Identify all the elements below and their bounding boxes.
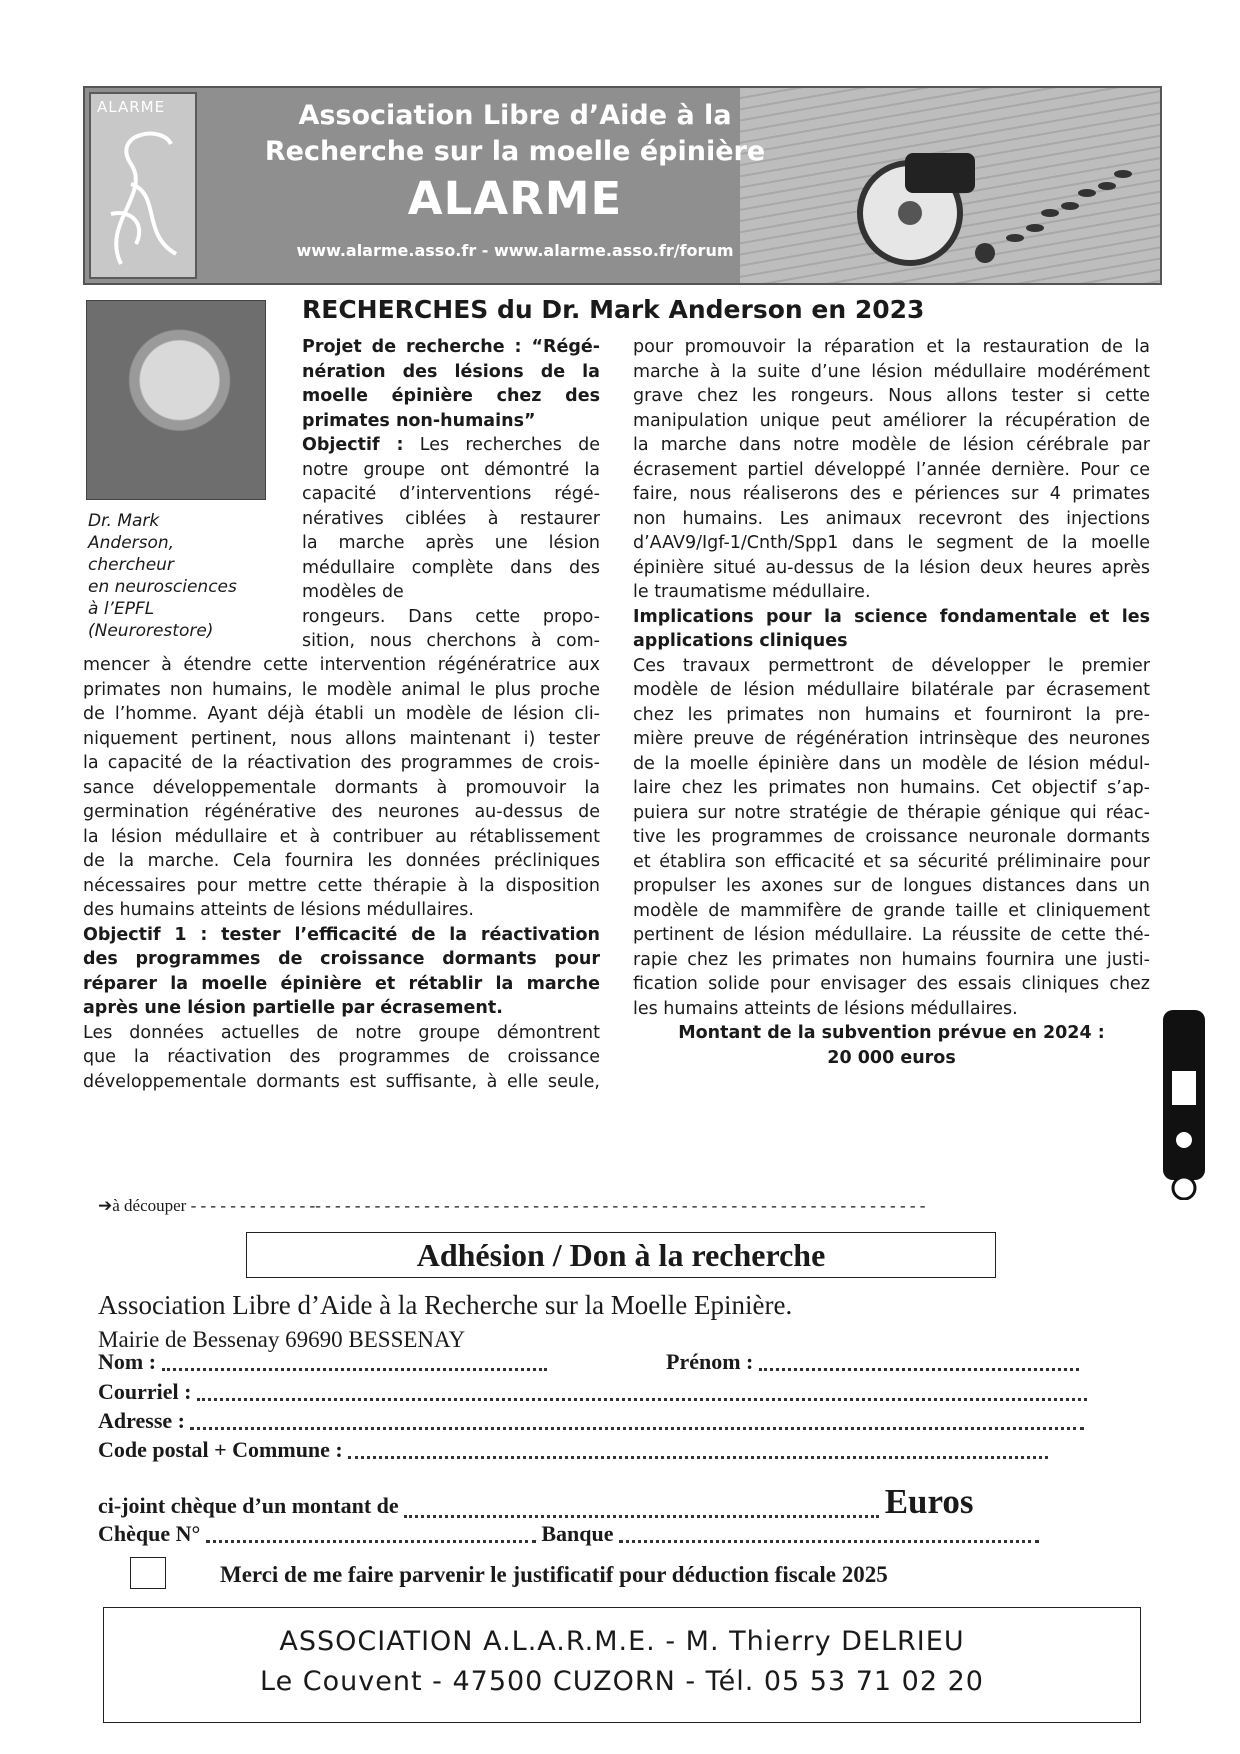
banner-line-2: Recherche sur la moelle épinière [264,136,766,167]
cheque-number-row [98,1521,1039,1549]
article-line: et établira son efficacité et sa sécurité préliminaire pour [633,851,1150,872]
cut-label: ➔à découper [98,1196,187,1215]
article-line: modèles de [302,582,404,602]
article-line: nécessaires pour mettre cette thérapie à la disposition [83,875,600,896]
cheque-amount-field[interactable] [404,1507,879,1518]
banner-acronym: ALARME [407,172,623,225]
photo-caption [88,510,263,642]
prenom-label: Prénom : [666,1349,754,1374]
article-line: chez les primates non humains et fourniront la pre- [633,704,1150,725]
article-line: de l’homme. Ayant déjà établi un modèle de lésion cli- [83,704,600,724]
article-line: 20 000 euros [827,1047,956,1068]
code-postal-field[interactable] [348,1448,1048,1459]
researcher-photo [86,300,266,500]
article-line: les humains atteints de lésions médullaires. [633,998,1018,1019]
article-line: Projet de recherche : “Régé- [302,337,600,357]
article-line: rongeurs. Dans cette propo- [302,606,600,627]
cheque-amount-row [98,1482,974,1522]
adresse-field[interactable] [190,1419,1084,1430]
article-line: modèle de mammifère de grande taille et cliniquement [633,900,1150,921]
caption-line: (Neurorestore) [88,621,214,641]
article-line: écrasement partiel développé l’année dernière. Pour ce [633,459,1150,480]
banner-urls: www.alarme.asso.fr - www.alarme.asso.fr/forum [296,241,734,260]
logo-wordmark: ALARME [97,98,166,116]
banque-label: Banque [541,1521,614,1546]
code-postal-label: Code postal + Commune : [98,1437,343,1462]
article-line: des humains atteints de lésions médullaires. [83,900,474,920]
article-line: propulser les axones sur de longues distances dans un [633,876,1150,896]
article-line: niquement pertinent, nous allons maintenant i) tester [83,728,600,749]
banner-title-block [235,98,795,266]
article-line: manipulation unique peut améliorer la récupération de [633,410,1150,431]
article-title: RECHERCHES du Dr. Mark Anderson en 2023 [302,295,925,324]
article-line: puiera sur notre stratégie de thérapie génique qui réac- [633,802,1150,823]
cut-here-line [98,1196,1143,1216]
adresse-label: Adresse : [98,1408,185,1433]
article-line: Montant de la subvention prévue en 2024 : [678,1023,1105,1043]
article-line: le traumatisme médullaire. [633,582,871,602]
article-line: d’AAV9/Igf-1/Cnth/Spp1 dans le segment de la moelle [633,533,1150,553]
article-line: modèle de lésion médullaire bilatérale par écrasement [633,680,1150,700]
form-org-name: Association Libre d’Aide à la Recherche sur la Moelle Epinière. [98,1290,793,1320]
article-line: que la réactivation des programmes de croissance [83,1047,600,1067]
courriel-row [98,1379,1087,1407]
article-line: la capacité de la réactivation des programmes de crois- [83,753,600,773]
article-line: moelle épinière chez des [302,386,600,406]
article-line: rapie chez les primates non humains fournira une justi- [633,949,1150,970]
nom-field[interactable] [162,1360,547,1371]
banner-line-1: Association Libre d’Aide à la [298,100,732,131]
article-line: applications cliniques [633,631,848,651]
adresse-row [98,1408,1084,1436]
article-line: sance développementale dormants à promouvoir la [83,777,600,798]
article-line: non humains. Les animaux recevront des injections [633,508,1150,529]
header-banner [83,86,1162,285]
article-line: Ces travaux permettront de développer le premier [633,655,1150,676]
prenom-row [666,1349,1079,1377]
wheelchair-icon [845,128,1145,278]
recycling-badge-icon [1163,1010,1205,1200]
caption-line: à l’EPFL [88,599,155,619]
article-line: après une lésion partielle par écrasement. [83,998,503,1018]
tax-receipt-checkbox[interactable] [130,1557,166,1589]
contact-box [103,1607,1141,1723]
cheque-number-label: Chèque N° [98,1521,201,1546]
caption-line: en neurosciences [88,577,237,597]
article-line: mencer à étendre cette intervention régénératrice aux [83,655,600,675]
article-line: des programmes de croissance dormants pour [83,949,600,969]
cheque-amount-label: ci-joint chèque d’un montant de [98,1493,399,1518]
article-line: primates non-humains” [302,410,536,431]
article-line: pour promouvoir la réparation et la restauration de la [633,337,1150,357]
article-line: nératives ciblées à restaurer [302,508,600,529]
article-column-left-wide [83,653,600,1094]
article-line: épinière situé au-dessus de la lésion deux heures après [633,557,1150,578]
alarme-logo [89,92,197,279]
article-line: grave chez les rongeurs. Nous allons tester si cette [633,386,1150,406]
logo-figure-icon [91,114,191,274]
article-line: mière preuve de régénération intrinsèque des neurones [633,729,1150,749]
article-line: de la moelle épinière dans un modèle de lésion médul- [633,753,1150,774]
article-line: germination régénérative des neurones au-dessus de [83,802,600,822]
article-line: Objectif 1 : tester l’efficacité de la réactivation [83,924,600,945]
article-line: capacité d’interventions régé- [302,484,600,504]
caption-line: Dr. Mark [88,511,160,531]
contact-line-2: Le Couvent - 47500 CUZORN - Tél. 05 53 71 02 20 [260,1666,984,1697]
caption-line: Anderson, [88,533,175,553]
prenom-field[interactable] [759,1360,1079,1371]
article-line: la marche après une lésion [302,533,600,553]
nom-label: Nom : [98,1349,157,1374]
euros-label: Euros [884,1482,974,1521]
article-column-right [633,335,1150,1070]
article-line: nération des lésions de la [302,361,600,382]
courriel-field[interactable] [197,1390,1087,1401]
caption-line: chercheur [88,555,174,575]
cut-dashes: - - - - - - - - - - - - -- - - - - - - - - - - - - - - - - - - - - - - - - - - - - - - - - - - - - - - - - - - - - - - - - - - - - - - - - - - - - - [190,1196,926,1215]
article-line: faire, nous réaliserons des e périences sur 4 primates [633,484,1150,504]
banque-field[interactable] [619,1532,1039,1543]
article-line: fication solide pour envisager des essais cliniques chez [633,974,1150,994]
article-line: de la marche. Cela fournira les données précliniques [83,851,600,871]
article-line: notre groupe ont démontré la [302,459,600,480]
article-line: Implications pour la science fondamentale et les [633,606,1150,627]
cheque-number-field[interactable] [206,1532,536,1543]
article-line: sition, nous cherchons à com- [302,631,600,651]
article-line: laire chez les primates non humains. Cet objectif s’ap- [633,778,1150,798]
form-title: Adhésion / Don à la recherche [246,1232,996,1278]
article-line: la marche dans notre modèle de lésion cérébrale par [633,435,1150,455]
article-line: Objectif : Les recherches de [302,435,600,455]
nom-row [98,1349,547,1377]
article-line: marche à la suite d’une lésion médullaire modérément [633,361,1150,382]
article-column-left-narrow [302,335,600,654]
article-line: médullaire complète dans des [302,557,600,578]
form-org-address: Mairie de Bessenay 69690 BESSENAY [98,1327,466,1352]
article-line: primates non humains, le modèle animal le plus proche [83,679,600,700]
article-line: pertinent de lésion médullaire. La réussite de cette thé- [633,925,1150,945]
tax-receipt-label: Merci de me faire parvenir le justificatif pour déduction fiscale 2025 [220,1562,888,1587]
article-line: tive les programmes de croissance neuronale dormants [633,827,1150,847]
contact-line-1: ASSOCIATION A.L.A.R.M.E. - M. Thierry DELRIEU [279,1626,965,1657]
article-line: réparer la moelle épinière et rétablir la marche [83,973,600,994]
courriel-label: Courriel : [98,1379,192,1404]
code-postal-row [98,1437,1048,1465]
article-line: la lésion médullaire et à contribuer au rétablissement [83,826,600,847]
article-line: Les données actuelles de notre groupe démontrent [83,1022,600,1043]
article-line: développementale dormants est suffisante, à elle seule, [83,1071,600,1092]
